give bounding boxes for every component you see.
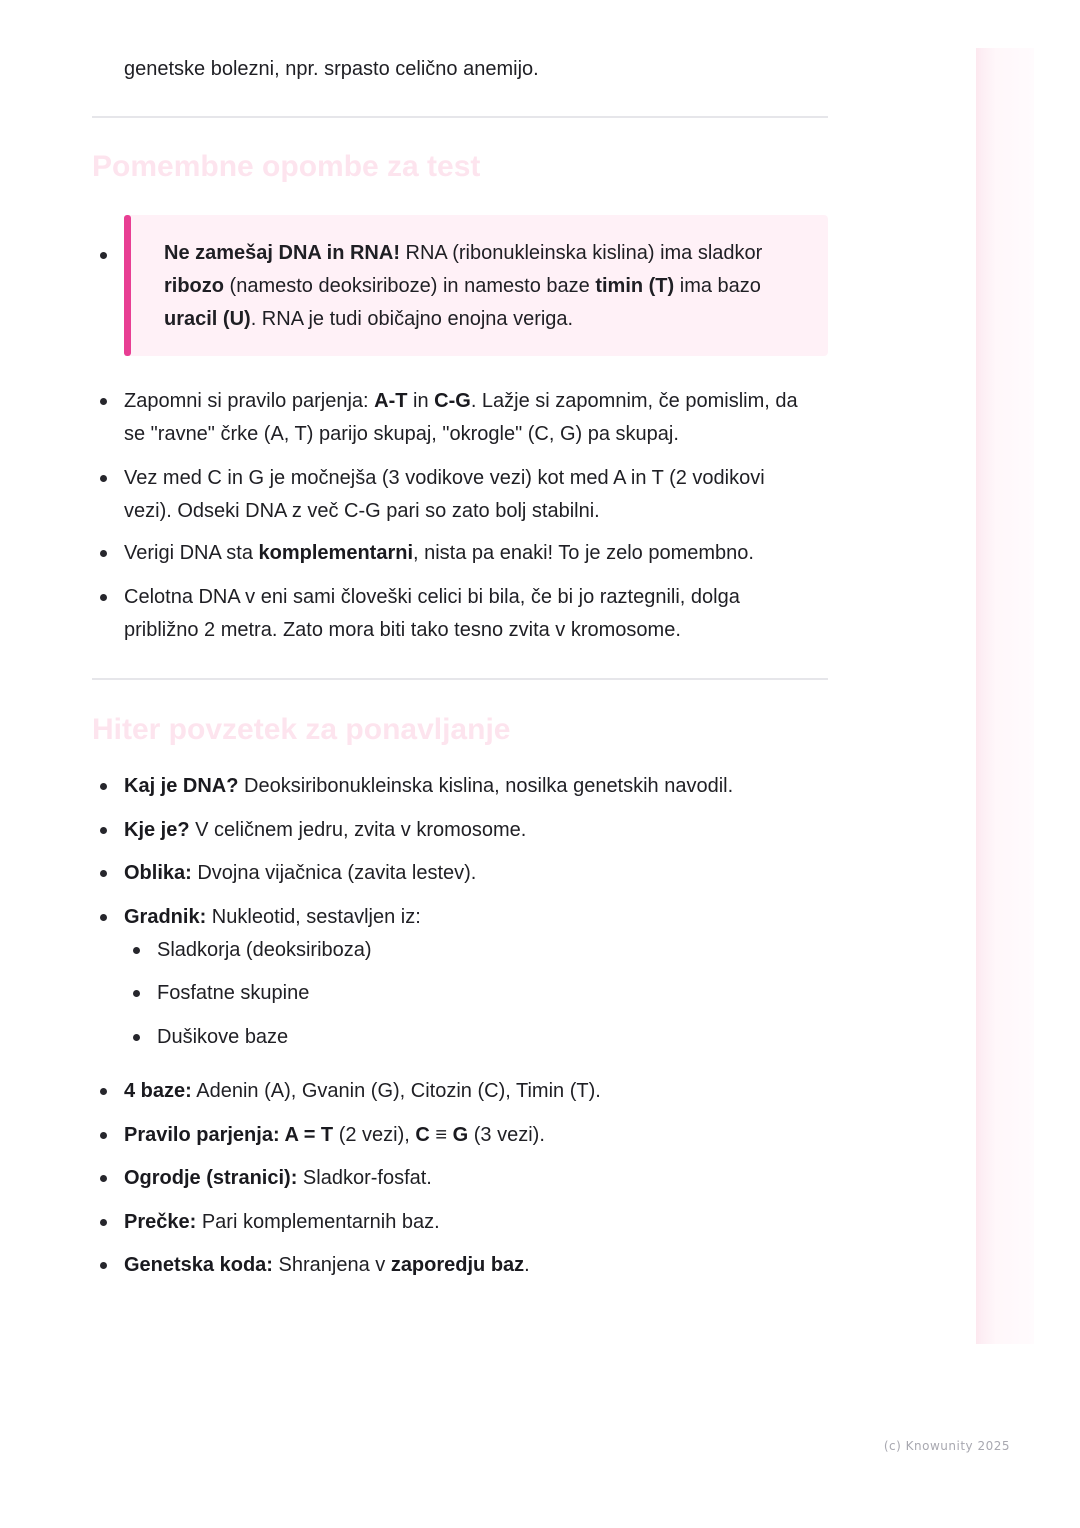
item-text: Zapomni si pravilo parjenja: [124, 390, 375, 412]
item-bold: 4 baze: [124, 1080, 192, 1102]
list-item [124, 462, 814, 528]
item-text: Shranjena v [272, 1254, 391, 1276]
bullet-icon [100, 594, 107, 601]
callout-bold: Ne zamešaj DNA in RNA! [164, 242, 400, 264]
decorative-sidebar [976, 48, 1034, 1344]
item-bold: Genetska koda: [124, 1254, 273, 1276]
item-text: (3 vezi). [468, 1124, 545, 1146]
item-text: V celičnem jedru, zvita v kromosome. [189, 819, 527, 841]
list-item [124, 814, 828, 847]
item-bold: Gradnik: [124, 906, 207, 928]
callout-bold: timin (T) [595, 275, 675, 297]
list-item [124, 1075, 828, 1108]
item-text: Dvojna vijačnica (zavita lestev). [191, 862, 477, 884]
bullet-icon [100, 1132, 107, 1139]
bullet-icon [100, 252, 107, 259]
item-text: . Lažje si zapomnim, če pomislim, da se "ravne" črke (A, T) parijo skupaj, "okrogle" (C, G) pa skupaj. [124, 390, 798, 445]
bullet-icon [100, 1175, 107, 1182]
list-item [124, 1162, 828, 1195]
list-item [124, 857, 828, 890]
item-bold: Oblika: [124, 862, 192, 884]
item-bold: C-G [434, 390, 471, 412]
section-heading-summary: Hiter povzetek za ponavljanje [92, 713, 511, 746]
bullet-icon [100, 914, 107, 921]
divider [92, 678, 828, 680]
list-item [124, 385, 814, 451]
list-item [124, 537, 824, 570]
item-bold: Pravilo parjenja: [124, 1124, 280, 1146]
item-text: Adenin (A), Gvanin (G), Citozin (C), Timin (T). [191, 1080, 601, 1102]
list-item [124, 770, 828, 803]
callout-span: (namesto deoksiriboze) in namesto baze [224, 275, 596, 297]
callout-bold: uracil (U) [164, 308, 251, 330]
item-text: Verigi DNA sta [124, 542, 259, 564]
list-item [124, 1119, 828, 1152]
item-text: Nukleotid, sestavljen iz: [206, 906, 421, 928]
item-text: Deoksiribonukleinska kislina, nosilka genetskih navodil. [238, 775, 734, 797]
callout-span: RNA (ribonukleinska kislina) ima sladkor [399, 242, 763, 264]
bullet-icon [100, 870, 107, 877]
callout-bold: ribozo [164, 275, 224, 297]
item-bold: Kaj je DNA? [124, 775, 239, 797]
list-item [124, 1206, 828, 1239]
bullet-icon [100, 475, 107, 482]
callout-span: . RNA je tudi običajno enojna veriga. [250, 308, 574, 330]
list-item [124, 901, 828, 934]
intro-text: genetske bolezni, npr. srpasto celično anemijo. [124, 58, 539, 80]
item-text: (2 vezi), [333, 1124, 416, 1146]
list-item [124, 581, 814, 647]
footer-copyright: (c) Knowunity 2025 [883, 1439, 1010, 1453]
bullet-icon [100, 1219, 107, 1226]
bullet-icon [100, 1262, 107, 1269]
item-bold: A-T [374, 390, 408, 412]
item-bold: Kje je? [124, 819, 190, 841]
item-text: Sladkor-fosfat. [297, 1167, 432, 1189]
sub-list-item: Dušikove baze [157, 1026, 289, 1048]
item-bold: Prečke: [124, 1211, 197, 1233]
item-text: Vez med C in G je močnejša (3 vodikove vezi) kot med A in T (2 vodikovi vezi). Odseki DNA z več C-G pari so zato bolj stabilni. [124, 467, 765, 522]
item-bold: zaporedju baz [390, 1254, 525, 1276]
section-heading-notes: Pomembne opombe za test [92, 150, 481, 183]
bullet-icon [100, 550, 107, 557]
list-item [124, 1249, 828, 1282]
sub-bullet-icon [133, 990, 140, 997]
item-text: in [407, 390, 435, 412]
sub-bullet-icon [133, 947, 140, 954]
item-text: , nista pa enaki! To je zelo pomembno. [413, 542, 754, 564]
bullet-icon [100, 398, 107, 405]
bullet-icon [100, 783, 107, 790]
sub-list-item: Fosfatne skupine [157, 982, 310, 1004]
divider [92, 116, 828, 118]
callout-text [164, 237, 804, 336]
item-text: Pari komplementarnih baz. [196, 1211, 440, 1233]
bullet-icon [100, 827, 107, 834]
callout-accent-bar [124, 215, 131, 356]
item-bold: komplementarni [258, 542, 413, 564]
item-bold: C ≡ G [415, 1124, 469, 1146]
sub-bullet-icon [133, 1034, 140, 1041]
bullet-icon [100, 1088, 107, 1095]
item-bold: Ogrodje (stranici): [124, 1167, 298, 1189]
callout-span: ima bazo [674, 275, 761, 297]
item-bold: A = T [279, 1124, 334, 1146]
item-text: . [524, 1254, 530, 1276]
sub-list-item: Sladkorja (deoksiriboza) [157, 939, 372, 961]
callout-box [124, 215, 828, 356]
item-text: Celotna DNA v eni sami človeški celici bi bila, če bi jo raztegnili, dolga približno 2 metra. Zato mora biti tako tesno zvita v kromosome. [124, 586, 740, 641]
